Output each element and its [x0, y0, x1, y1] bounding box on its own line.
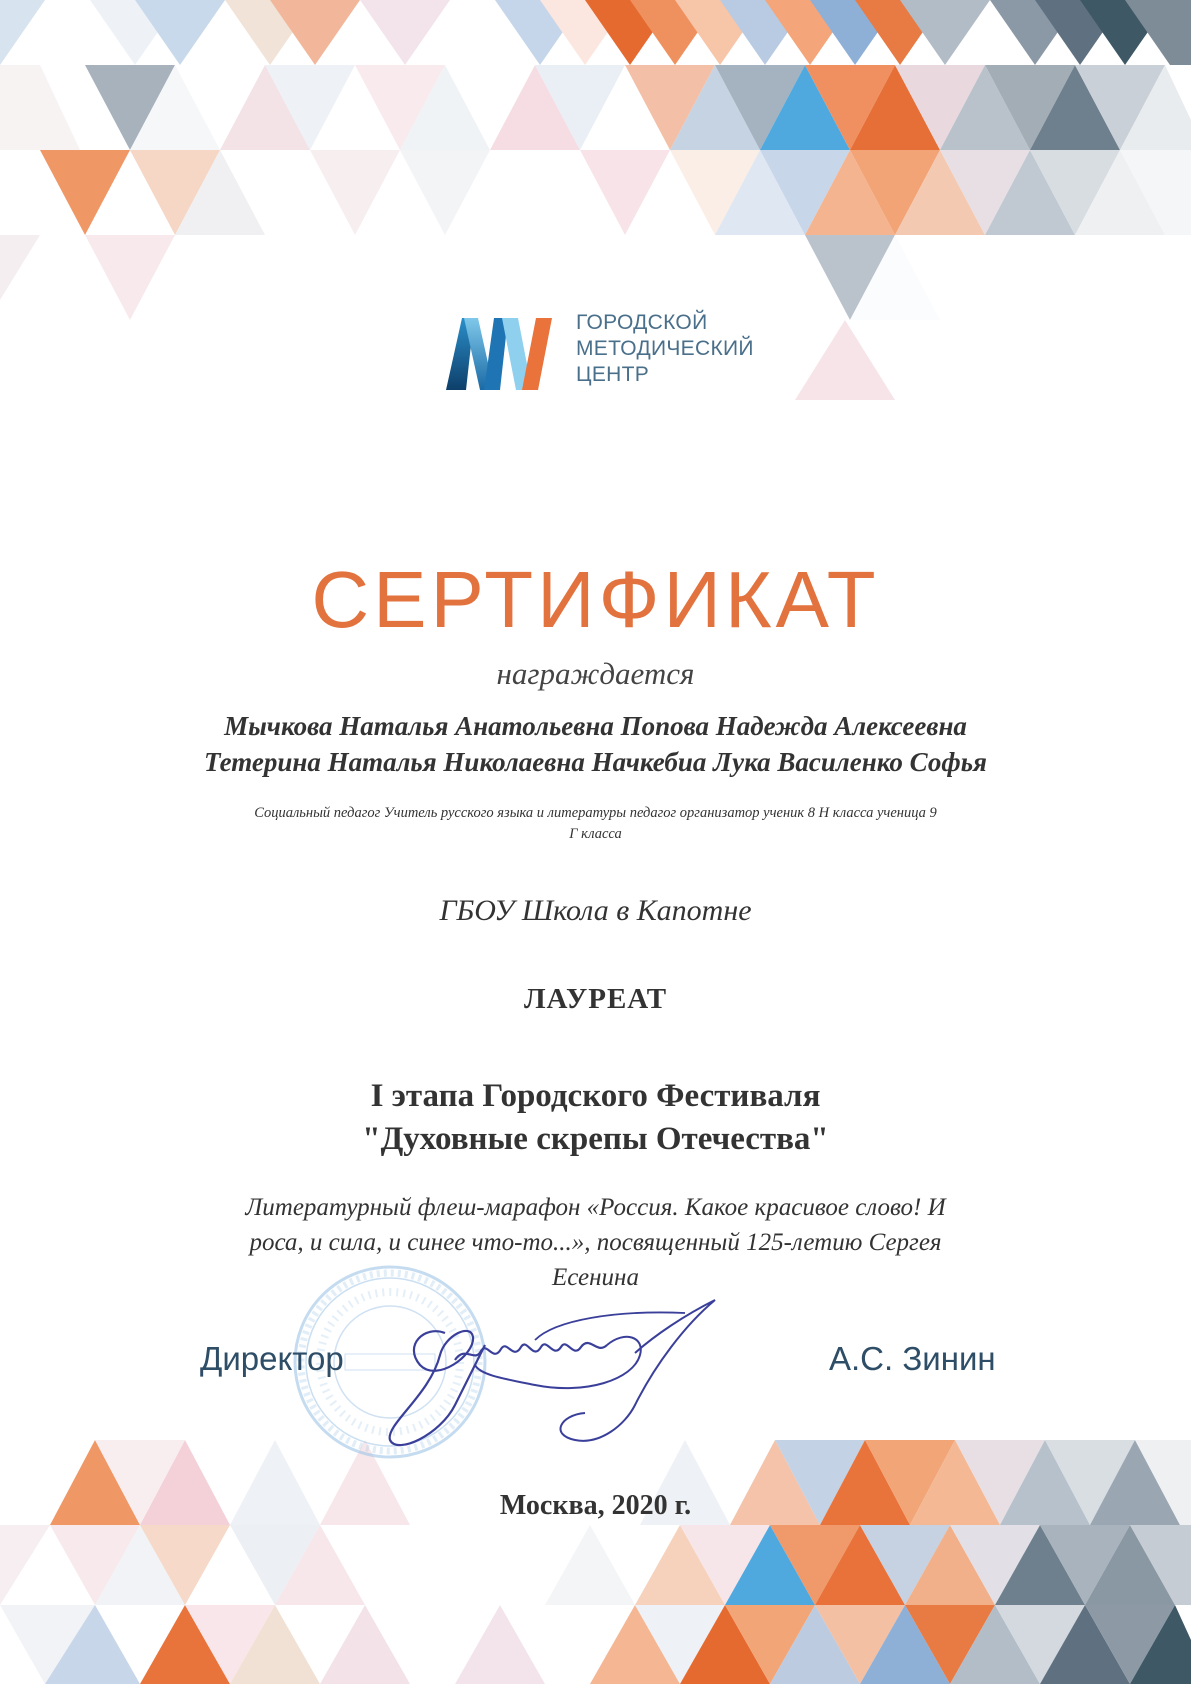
recipient-names-line-2: Тетерина Наталья Николаевна Начкебиа Лука Василенко Софья: [204, 747, 987, 777]
festival-name: [0, 1075, 1191, 1161]
director-signature-icon: [385, 1285, 730, 1450]
award-status: ЛАУРЕАТ: [523, 983, 668, 1015]
festival-line-1: I этапа Городского Фестиваля: [370, 1078, 821, 1114]
festival-line-2: "Духовные скрепы Отечества": [362, 1121, 829, 1157]
awarded-label: награждается: [496, 656, 695, 691]
description-line-1: Литературный флеш-марафон «Россия. Какое красивое слово! И: [245, 1194, 946, 1221]
logo-line-2: МЕТОДИЧЕСКИЙ: [576, 337, 754, 360]
logo-line-3: ЦЕНТР: [576, 363, 650, 386]
certificate-title: СЕРТИФИКАТ: [311, 555, 880, 644]
recipient-positions-line-1: Социальный педагог Учитель русского языка и литературы педагог организатор ученик 8 Н класса ученица 9: [254, 805, 937, 821]
recipient-positions: [140, 803, 1051, 845]
recipient-names: [0, 708, 1191, 780]
recipient-names-line-1: Мычкова Наталья Анатольевна Попова Надежда Алексеевна: [224, 711, 967, 741]
city-and-year: Москва, 2020 г.: [499, 1490, 692, 1521]
organization-logo: [444, 311, 764, 394]
logo-line-1: ГОРОДСКОЙ: [576, 311, 708, 334]
logo-text: [576, 310, 754, 388]
description-line-3: Есенина: [552, 1264, 639, 1291]
recipient-positions-line-2: Г класса: [569, 826, 622, 842]
logo-mark-icon: [444, 314, 564, 394]
description-line-2: роса, и сила, и синее что-то...», посвященный 125-летию Сергея: [249, 1229, 942, 1256]
school-name: ГБОУ Школа в Капотне: [439, 894, 752, 927]
signatory-title: Директор: [200, 1340, 344, 1377]
signatory-name: А.С. Зинин: [829, 1340, 996, 1377]
